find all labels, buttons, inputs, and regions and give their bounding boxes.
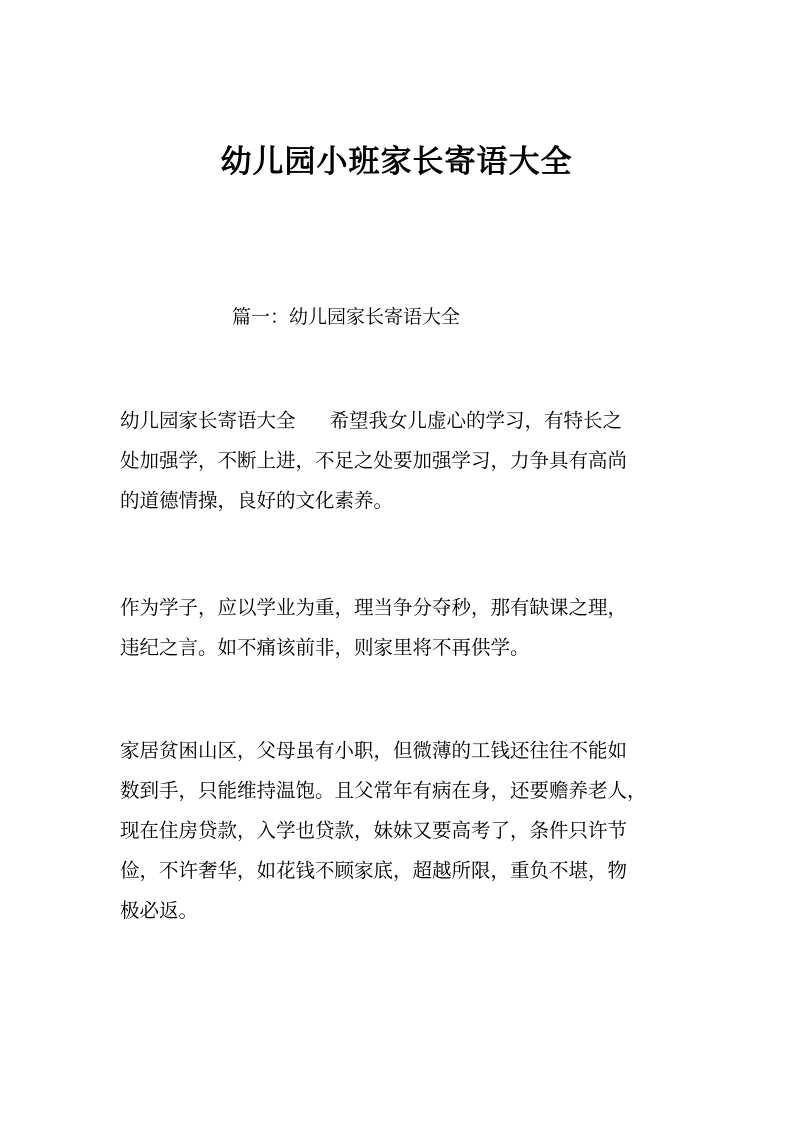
paragraph-line: 俭，不许奢华，如花钱不顾家底，超越所限，重负不堪，物 (120, 859, 628, 882)
paragraph-line: 处加强学，不断上进，不足之处要加强学习，力争具有高尚 (120, 449, 628, 472)
section-heading: 篇一：幼儿园家长寄语大全 (232, 306, 461, 328)
paragraph-1 (120, 401, 680, 521)
paragraph-3 (120, 731, 680, 931)
paragraph-2 (120, 588, 680, 668)
paragraph-line (120, 401, 680, 441)
paragraph-line: 家居贫困山区，父母虽有小职，但微薄的工钱还往往不能如 (120, 739, 628, 762)
paragraph-line: 违纪之言。如不痛该前非，则家里将不再供学。 (120, 636, 530, 659)
paragraph-line: 数到手，只能维持温饱。且父常年有病在身，还要赡养老人， (120, 779, 647, 802)
paragraph-text: 希望我女儿虚心的学习，有特长之 (329, 409, 623, 432)
document-title: 幼儿园小班家长寄语大全 (220, 144, 573, 180)
paragraph-line: 现在住房贷款，入学也贷款，妹妹又要高考了，条件只许节 (120, 819, 628, 842)
paragraph-line: 作为学子，应以学业为重，理当争分夺秒，那有缺课之理， (120, 596, 628, 619)
paragraph-lead: 幼儿园家长寄语大全 (120, 409, 296, 432)
paragraph-line: 极必返。 (120, 899, 199, 922)
paragraph-line: 的道德情操，良好的文化素养。 (120, 489, 394, 512)
